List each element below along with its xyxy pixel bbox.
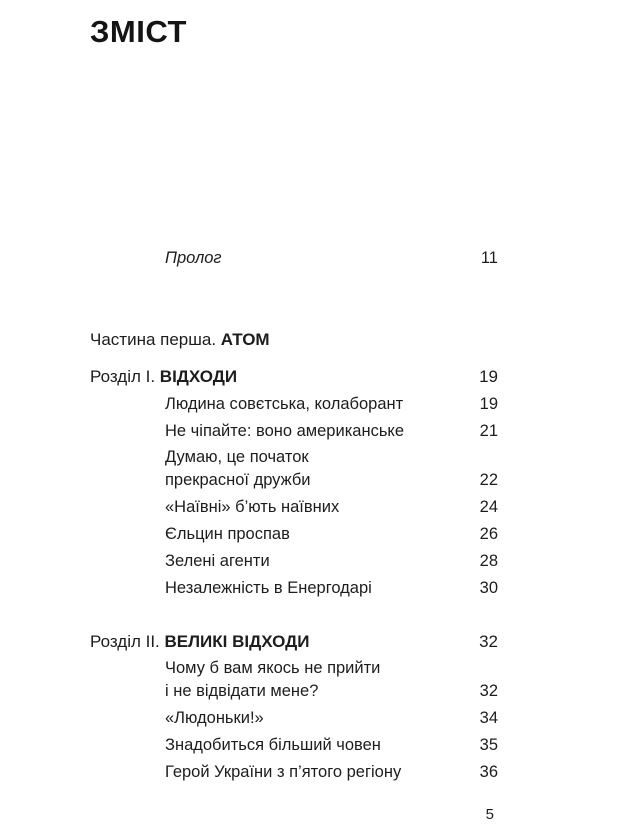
- toc-entry-page: 19: [479, 395, 498, 413]
- toc-entry: [90, 549, 498, 573]
- toc-entry-label: Зелені агенти: [165, 552, 270, 570]
- toc-entry: [90, 760, 498, 784]
- chapter-1-name: ВІДХОДИ: [159, 367, 238, 386]
- toc-entry-label: «Людоньки!»: [165, 709, 264, 727]
- toc-entry-label: «Наївні» б’ють наївних: [165, 498, 340, 516]
- toc-entry: [90, 576, 498, 600]
- chapter-1-label: [90, 365, 467, 389]
- toc-entry-label: Не чіпайте: воно американське: [165, 422, 405, 440]
- toc-entry-line1: Чому б вам якось не прийти: [165, 659, 381, 677]
- toc-entry: [90, 706, 498, 730]
- toc-entry-label: Герой України з п’ятого регіону: [165, 763, 402, 781]
- part-name: АТОМ: [220, 330, 270, 349]
- toc-entry-label: Знадобиться більший човен: [165, 736, 381, 754]
- chapter-1-page: 19: [479, 367, 498, 386]
- toc-entry-line2: прекрасної дружби: [165, 471, 311, 489]
- chapter-1-heading: [90, 365, 498, 389]
- chapter-2-page: 32: [479, 632, 498, 651]
- page-number: 5: [485, 806, 494, 823]
- toc-entry-page: 21: [479, 422, 498, 440]
- chapter-2-name: ВЕЛИКІ ВІДХОДИ: [164, 632, 310, 651]
- toc-entry: [90, 733, 498, 757]
- toc-entry: [90, 419, 498, 443]
- toc-entry: [90, 495, 498, 519]
- toc-entry-label: Єльцин проспав: [165, 525, 290, 543]
- toc-entry: [90, 522, 498, 546]
- page-title: ЗМІСТ: [90, 14, 187, 49]
- part-heading: [90, 328, 498, 352]
- toc-entry-page: 36: [479, 763, 498, 781]
- table-of-contents: [90, 246, 498, 784]
- toc-entry-page: 28: [479, 552, 498, 570]
- toc-entry: [90, 446, 498, 492]
- toc-entry: [90, 657, 498, 703]
- toc-entry-page: 26: [479, 525, 498, 543]
- part-heading-label: [90, 328, 498, 352]
- chapter-2-prefix: Розділ II.: [90, 632, 165, 651]
- toc-entry-line1: Думаю, це початок: [165, 448, 309, 466]
- toc-entry-page: 34: [479, 709, 498, 727]
- toc-entry-label: Пролог: [165, 249, 222, 267]
- toc-entry-label: [90, 446, 468, 492]
- chapter-1-prefix: Розділ I.: [90, 367, 160, 386]
- toc-entry-page: 30: [479, 579, 498, 597]
- chapter-2-heading: [90, 630, 498, 654]
- toc-entry-label: Людина совєтська, колаборант: [165, 395, 404, 413]
- part-prefix: Частина перша.: [90, 330, 221, 349]
- toc-entry-page: 22: [479, 471, 498, 489]
- toc-entry-page: 32: [479, 682, 498, 700]
- toc-entry-label: [90, 657, 468, 703]
- toc-entry-page: 24: [479, 498, 498, 516]
- toc-entry: [90, 392, 498, 416]
- toc-entry-line2: і не відвідати мене?: [165, 682, 319, 700]
- toc-entry-prologue: [90, 246, 498, 270]
- toc-entry-label: Незалежність в Енергодарі: [165, 579, 372, 597]
- chapter-2-label: [90, 630, 467, 654]
- toc-entry-page: 35: [479, 736, 498, 754]
- toc-entry-page: 11: [480, 249, 498, 267]
